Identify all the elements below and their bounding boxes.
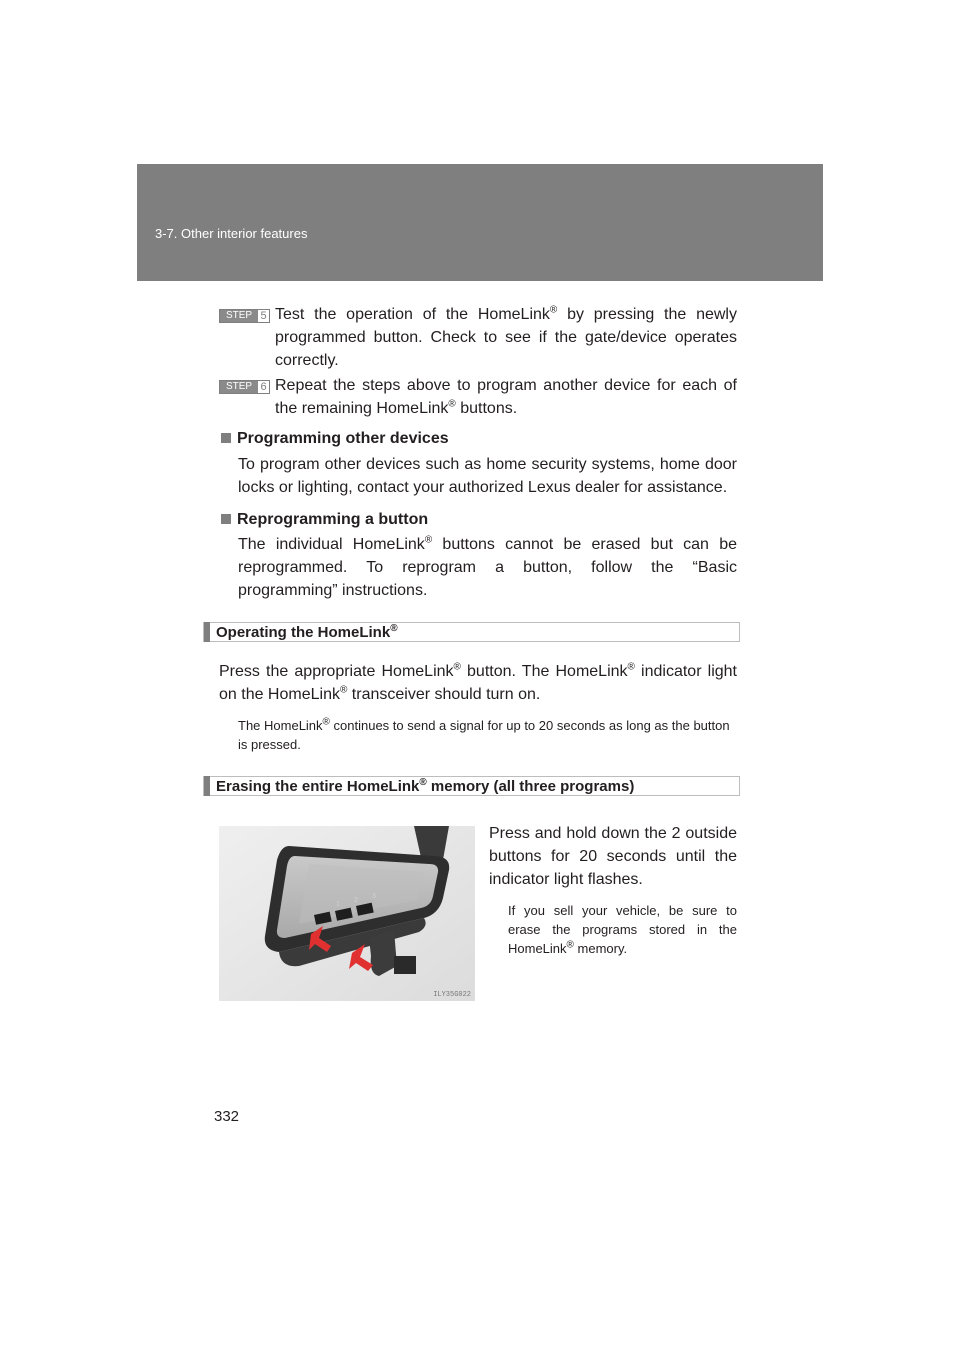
programming-other-heading: Programming other devices: [221, 427, 449, 450]
step-number: 6: [260, 381, 267, 393]
button-number-3: 3: [372, 893, 376, 900]
section-tab: [204, 776, 210, 796]
operating-body: Press the appropriate HomeLink® button. The HomeLink® indicator light on the HomeLink® transceiver should turn on.: [219, 661, 737, 703]
erasing-note: If you sell your vehicle, be sure to erase the programs stored in the HomeLink® memory.: [508, 903, 737, 956]
square-bullet-icon: [221, 514, 231, 524]
reprogramming-body: The individual HomeLink® buttons cannot be erased but can be reprogrammed. To reprogram a button, follow the “Basic programming” instructions.: [238, 534, 737, 599]
programming-other-body: To program other devices such as home security systems, home door locks or lighting, contact your authorized Lexus dealer for assistance.: [238, 456, 737, 496]
button-number-1: 1: [336, 901, 340, 908]
operating-section-title: Operating the HomeLink®: [203, 622, 740, 642]
step-6-text: Repeat the steps above to program another device for each of the remaining HomeLink® buttons.: [275, 377, 737, 417]
section-title: 3-7. Other interior features: [155, 226, 308, 241]
button-number-2: 2: [354, 897, 358, 904]
reprogramming-heading: Reprogramming a button: [221, 508, 428, 531]
figure-code: ILY35G022: [433, 991, 471, 999]
operating-note: The HomeLink® continues to send a signal for up to 20 seconds as long as the button is pressed.: [238, 716, 730, 752]
step-label: STEP: [220, 381, 258, 393]
mirror-homelink-illustration: [219, 826, 475, 1001]
step-6-badge: [219, 380, 270, 394]
step-5-text: Test the operation of the HomeLink® by pressing the newly programmed button. Check to see if the gate/device operates correctly.: [275, 304, 737, 369]
erasing-section-title: Erasing the entire HomeLink® memory (all three programs): [203, 776, 740, 796]
erasing-instruction: Press and hold down the 2 outside buttons for 20 seconds until the indicator light flashes.: [489, 825, 737, 888]
page-number: 332: [214, 1108, 240, 1125]
step-5-badge: [219, 309, 270, 323]
step-number: 5: [260, 310, 267, 322]
square-bullet-icon: [221, 433, 231, 443]
step-label: STEP: [220, 310, 258, 322]
section-tab: [204, 622, 210, 642]
page-header: [137, 164, 823, 281]
rearview-mirror-image: [219, 826, 475, 1001]
